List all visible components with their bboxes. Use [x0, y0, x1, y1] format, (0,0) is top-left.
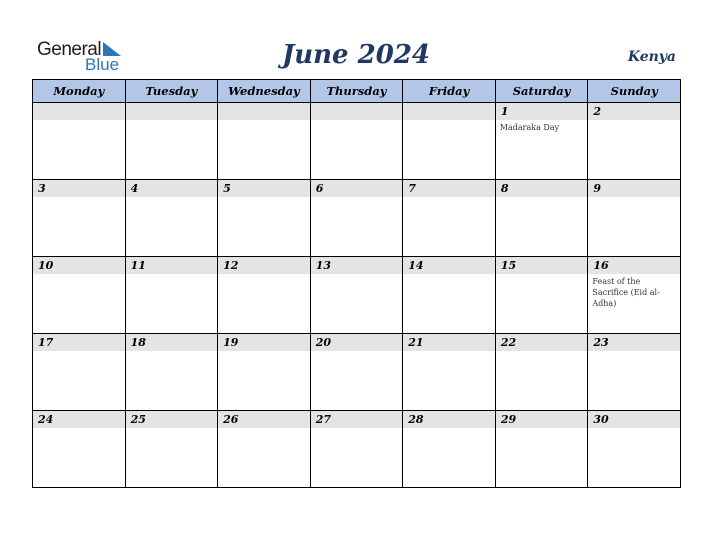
- day-number: 28: [403, 411, 495, 428]
- day-cell: [495, 103, 588, 180]
- day-cell: [495, 257, 588, 334]
- day-cell: [33, 411, 126, 488]
- day-number: 26: [218, 411, 310, 428]
- day-number: 16: [588, 257, 680, 274]
- day-cell: [495, 180, 588, 257]
- day-cell: [218, 334, 311, 411]
- day-number: 10: [33, 257, 125, 274]
- day-number: 19: [218, 334, 310, 351]
- day-cell: [310, 334, 403, 411]
- holiday-label: Feast of the Sacrifice (Eid al-Adha): [592, 277, 660, 308]
- day-number: 18: [126, 334, 218, 351]
- day-number: 23: [588, 334, 680, 351]
- day-cell: [310, 257, 403, 334]
- weekday-saturday: Saturday: [495, 80, 588, 103]
- weekday-friday: Friday: [403, 80, 496, 103]
- day-number: 15: [496, 257, 588, 274]
- day-number: 3: [33, 180, 125, 197]
- weekday-header-row: [33, 80, 681, 103]
- day-number: 12: [218, 257, 310, 274]
- day-number: 20: [311, 334, 403, 351]
- day-cell: [125, 103, 218, 180]
- day-cell: [33, 257, 126, 334]
- day-number: 30: [588, 411, 680, 428]
- day-number: 17: [33, 334, 125, 351]
- day-cell: [125, 334, 218, 411]
- day-number: 9: [588, 180, 680, 197]
- week-row: [33, 180, 681, 257]
- day-number: [33, 103, 125, 120]
- day-cell: [33, 180, 126, 257]
- day-cell: [33, 103, 126, 180]
- day-cell: [218, 180, 311, 257]
- day-cell: [310, 103, 403, 180]
- day-number: 29: [496, 411, 588, 428]
- calendar-body: [33, 103, 681, 488]
- day-cell: [588, 103, 681, 180]
- week-row: [33, 257, 681, 334]
- day-cell: [310, 180, 403, 257]
- weekday-thursday: Thursday: [310, 80, 403, 103]
- day-number: 24: [33, 411, 125, 428]
- day-cell: [218, 411, 311, 488]
- day-cell: [403, 103, 496, 180]
- day-cell: [218, 103, 311, 180]
- weekday-monday: Monday: [33, 80, 126, 103]
- day-number: 1: [496, 103, 588, 120]
- day-cell: [495, 411, 588, 488]
- day-number: [218, 103, 310, 120]
- week-row: [33, 411, 681, 488]
- day-cell: [588, 334, 681, 411]
- day-number: 11: [126, 257, 218, 274]
- day-number: 5: [218, 180, 310, 197]
- day-cell: [125, 411, 218, 488]
- day-number: 8: [496, 180, 588, 197]
- day-number: 25: [126, 411, 218, 428]
- calendar-grid: [32, 79, 681, 488]
- day-number: 27: [311, 411, 403, 428]
- weekday-tuesday: Tuesday: [125, 80, 218, 103]
- day-cell: [310, 411, 403, 488]
- day-cell: [403, 257, 496, 334]
- day-number: 21: [403, 334, 495, 351]
- weekday-wednesday: Wednesday: [218, 80, 311, 103]
- day-cell: [588, 411, 681, 488]
- day-cell: [33, 334, 126, 411]
- day-number: 22: [496, 334, 588, 351]
- day-number: 4: [126, 180, 218, 197]
- day-number: 13: [311, 257, 403, 274]
- day-number: [311, 103, 403, 120]
- calendar-title: June 2024: [281, 40, 431, 70]
- day-cell: [125, 257, 218, 334]
- day-cell: [125, 180, 218, 257]
- day-cell: [495, 334, 588, 411]
- week-row: [33, 334, 681, 411]
- day-number: [126, 103, 218, 120]
- day-cell: [588, 180, 681, 257]
- day-number: 7: [403, 180, 495, 197]
- week-row: [33, 103, 681, 180]
- country-label: Kenya: [627, 49, 676, 65]
- day-number: 2: [588, 103, 680, 120]
- logo-word-general: General: [37, 39, 102, 60]
- day-number: 14: [403, 257, 495, 274]
- day-cell: [403, 411, 496, 488]
- day-number: 6: [311, 180, 403, 197]
- day-cell: [403, 334, 496, 411]
- day-cell: [588, 257, 681, 334]
- day-cell: [403, 180, 496, 257]
- weekday-sunday: Sunday: [588, 80, 681, 103]
- logo-word-blue: Blue: [85, 55, 120, 74]
- holiday-label: Madaraka Day: [499, 123, 560, 132]
- day-cell: [218, 257, 311, 334]
- day-number: [403, 103, 495, 120]
